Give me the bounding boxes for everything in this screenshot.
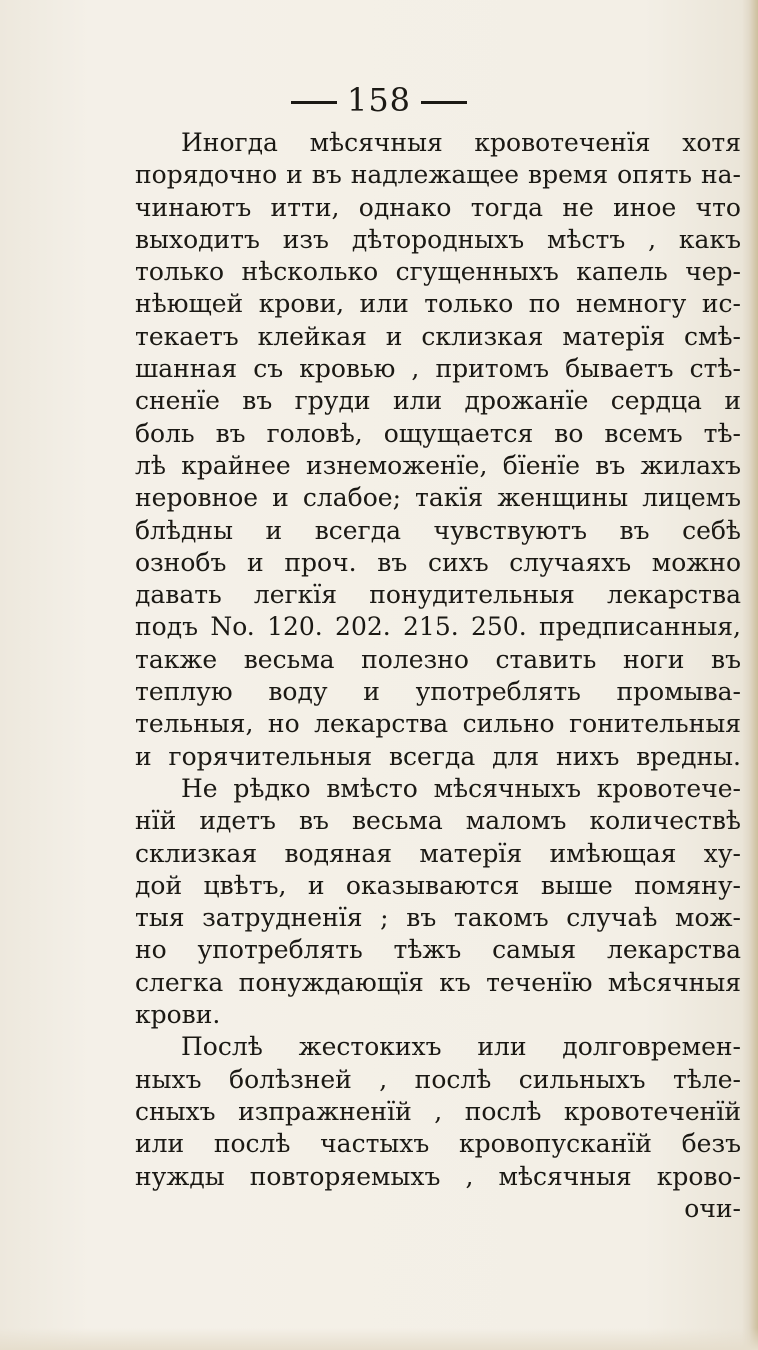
catchword: очи-: [684, 1193, 741, 1223]
right-dash: [421, 101, 467, 104]
text-line: шанная съ кровью , притомъ бываетъ стѣ-: [135, 354, 741, 384]
text-line: лѣ крайнее изнеможенїе, бїенїе въ жилахъ: [135, 450, 741, 480]
text-line: слегка понуждающїя къ теченїю мѣсячныя: [135, 967, 741, 997]
text-line: также весьма полезно ставить ноги въ: [135, 644, 741, 674]
text-line: боль въ головѣ, ощущается во всемъ тѣ-: [135, 418, 741, 448]
text-line: неровное и слабое; такїя женщины лицемъ: [135, 483, 741, 513]
text-line: текаетъ клейкая и склизкая матерїя смѣ-: [135, 321, 741, 351]
text-line: Иногда мѣсячныя кровотеченїя хотя: [181, 128, 741, 157]
text-line: нѣющей крови, или только по немногу ис-: [135, 289, 741, 319]
text-line: сныхъ изпражненїй , послѣ кровотеченїй: [135, 1096, 741, 1126]
text-line: ознобъ и проч. въ сихъ случаяхъ можно: [135, 547, 741, 577]
text-line: тельныя, но лекарства сильно гонительныя: [135, 709, 741, 739]
text-line: только нѣсколько сгущенныхъ капель чер-: [135, 257, 741, 287]
text-line: давать легкїя понудительныя лекарства: [135, 580, 741, 610]
text-line: блѣдны и всегда чувствуютъ въ себѣ: [135, 515, 741, 545]
text-line: и горячительныя всегда для нихъ вредны.: [135, 741, 741, 771]
text-line: тыя затрудненїя ; въ такомъ случаѣ мож-: [135, 903, 741, 933]
page-edge-bottom: [0, 1328, 758, 1350]
text-line: или послѣ частыхъ кровопусканїй безъ: [135, 1129, 741, 1159]
text-line: склизкая водяная матерїя имѣющая ху-: [135, 838, 741, 868]
text-line: выходитъ изъ дѣтородныхъ мѣстъ , какъ: [135, 224, 741, 254]
text-line: нїй идетъ въ весьма маломъ количествѣ: [135, 806, 741, 836]
page-number-header: [0, 80, 758, 120]
left-dash: [291, 101, 337, 104]
text-line: Послѣ жестокихъ или долговремен-: [181, 1032, 741, 1062]
text-line: теплую воду и употреблять промыва-: [135, 677, 741, 707]
text-line: дой цвѣтъ, и оказываются выше помяну-: [135, 870, 741, 900]
text-line: чинаютъ итти, однако тогда не иное что: [135, 192, 741, 222]
text-line: подъ No. 120. 202. 215. 250. предписанныя,: [135, 612, 741, 642]
page-number: 158: [346, 81, 412, 119]
text-line: крови.: [135, 1000, 221, 1030]
body-text: [135, 127, 741, 1225]
text-line: но употреблять тѣжъ самыя лекарства: [135, 935, 741, 965]
text-line: ныхъ болѣзней , послѣ сильныхъ тѣле-: [135, 1064, 741, 1094]
text-line: сненїе въ груди или дрожанїе сердца и: [135, 386, 741, 416]
page-edge-right: [742, 0, 758, 1350]
text-line: Не рѣдко вмѣсто мѣсячныхъ кровотече-: [181, 773, 741, 803]
text-line: порядочно и въ надлежащее время опять на-: [135, 160, 741, 190]
text-line: нужды повторяемыхъ , мѣсячныя крово-: [135, 1161, 741, 1191]
